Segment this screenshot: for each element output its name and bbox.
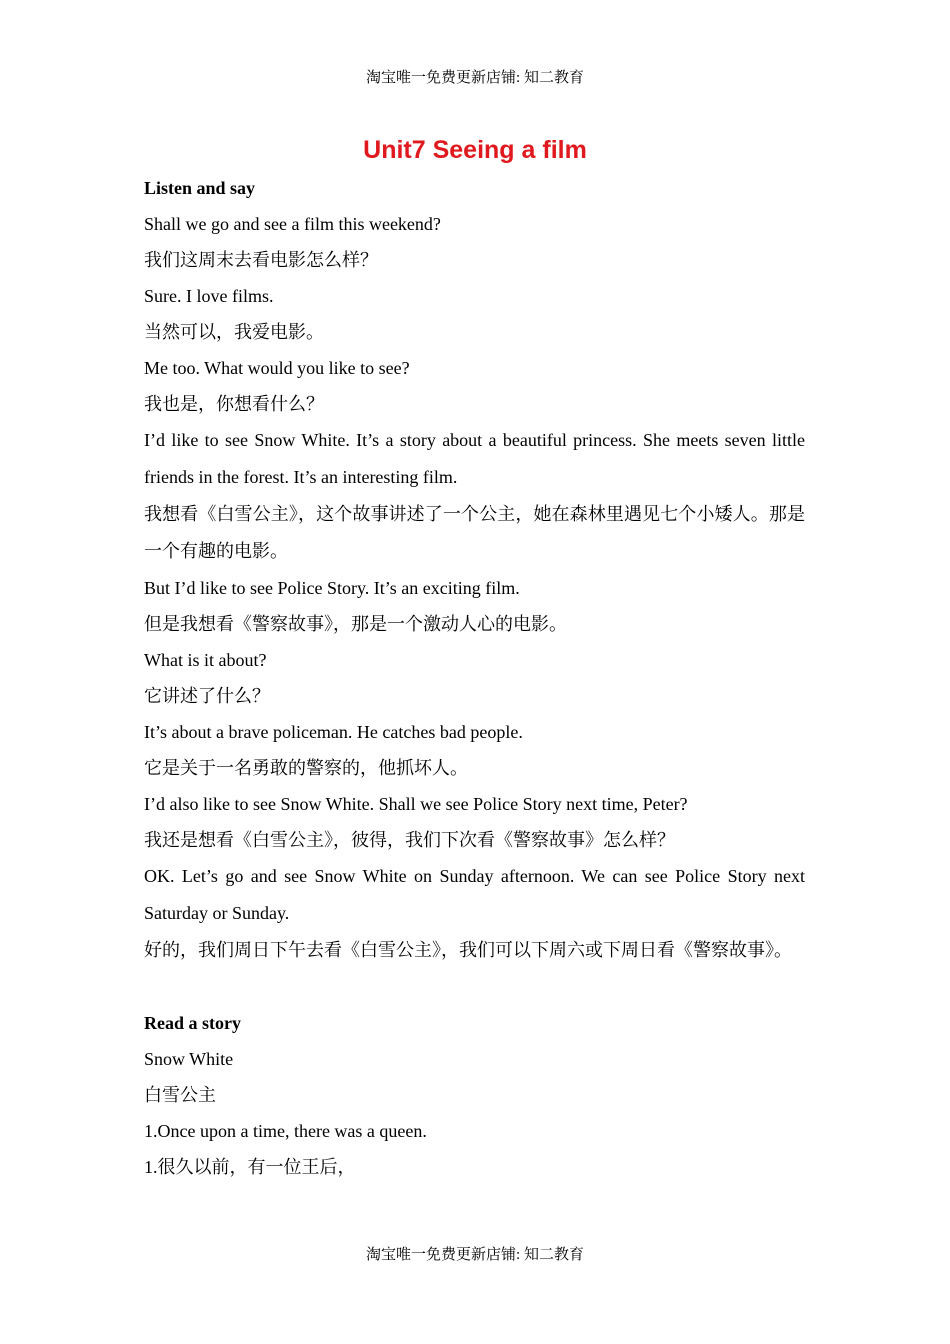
section-heading-read-a-story: Read a story xyxy=(144,1013,241,1033)
dialogue-line: OK. Let’s go and see Snow White on Sunday afternoon. We can see Police Story next Saturday or Sunday. xyxy=(144,866,805,923)
dialogue-line: Shall we go and see a film this weekend? xyxy=(144,214,441,234)
dialogue-line: 我也是，你想看什么？ xyxy=(144,394,324,414)
dialogue-line: It’s about a brave policeman. He catches bad people. xyxy=(144,722,523,742)
dialogue-line: 它是关于一名勇敢的警察的，他抓坏人。 xyxy=(144,758,468,778)
dialogue-line: Me too. What would you like to see? xyxy=(144,358,410,378)
dialogue-line: 当然可以，我爱电影。 xyxy=(144,322,324,342)
dialogue-line: 我还是想看《白雪公主》，彼得，我们下次看《警察故事》怎么样？ xyxy=(144,830,675,850)
page-footer: 淘宝唯一免费更新店铺: 知二教育 xyxy=(366,1247,584,1263)
dialogue-line: I’d also like to see Snow White. Shall we see Police Story next time, Peter? xyxy=(144,794,688,814)
dialogue-line: 它讲述了什么？ xyxy=(144,686,270,706)
dialogue-line: But I’d like to see Police Story. It’s an exciting film. xyxy=(144,578,520,598)
page-header: 淘宝唯一免费更新店铺: 知二教育 xyxy=(366,70,584,86)
dialogue-line: 我们这周末去看电影怎么样？ xyxy=(144,250,378,270)
document-body xyxy=(144,170,805,1185)
dialogue-line: Sure. I love films. xyxy=(144,286,274,306)
dialogue-line: What is it about? xyxy=(144,650,267,670)
dialogue-line: 我想看《白雪公主》，这个故事讲述了一个公主，她在森林里遇见七个小矮人。那是一个有趣的电影。 xyxy=(144,504,805,561)
dialogue-line: I’d like to see Snow White. It’s a story about a beautiful princess. She meets seven little friends in the forest. It’s an interesting film. xyxy=(144,430,805,487)
story-line: Snow White xyxy=(144,1049,234,1069)
story-line: 1.Once upon a time, there was a queen. xyxy=(144,1121,427,1141)
document-title: Unit7 Seeing a film xyxy=(363,136,587,164)
section-heading-listen-and-say: Listen and say xyxy=(144,178,256,198)
dialogue-line: 但是我想看《警察故事》，那是一个激动人心的电影。 xyxy=(144,614,567,634)
dialogue-line: 好的，我们周日下午去看《白雪公主》，我们可以下周六或下周日看《警察故事》。 xyxy=(144,940,792,960)
story-line: 白雪公主 xyxy=(144,1085,216,1105)
paragraph-spacer xyxy=(144,969,805,1005)
story-line: 1.很久以前，有一位王后， xyxy=(144,1157,356,1177)
